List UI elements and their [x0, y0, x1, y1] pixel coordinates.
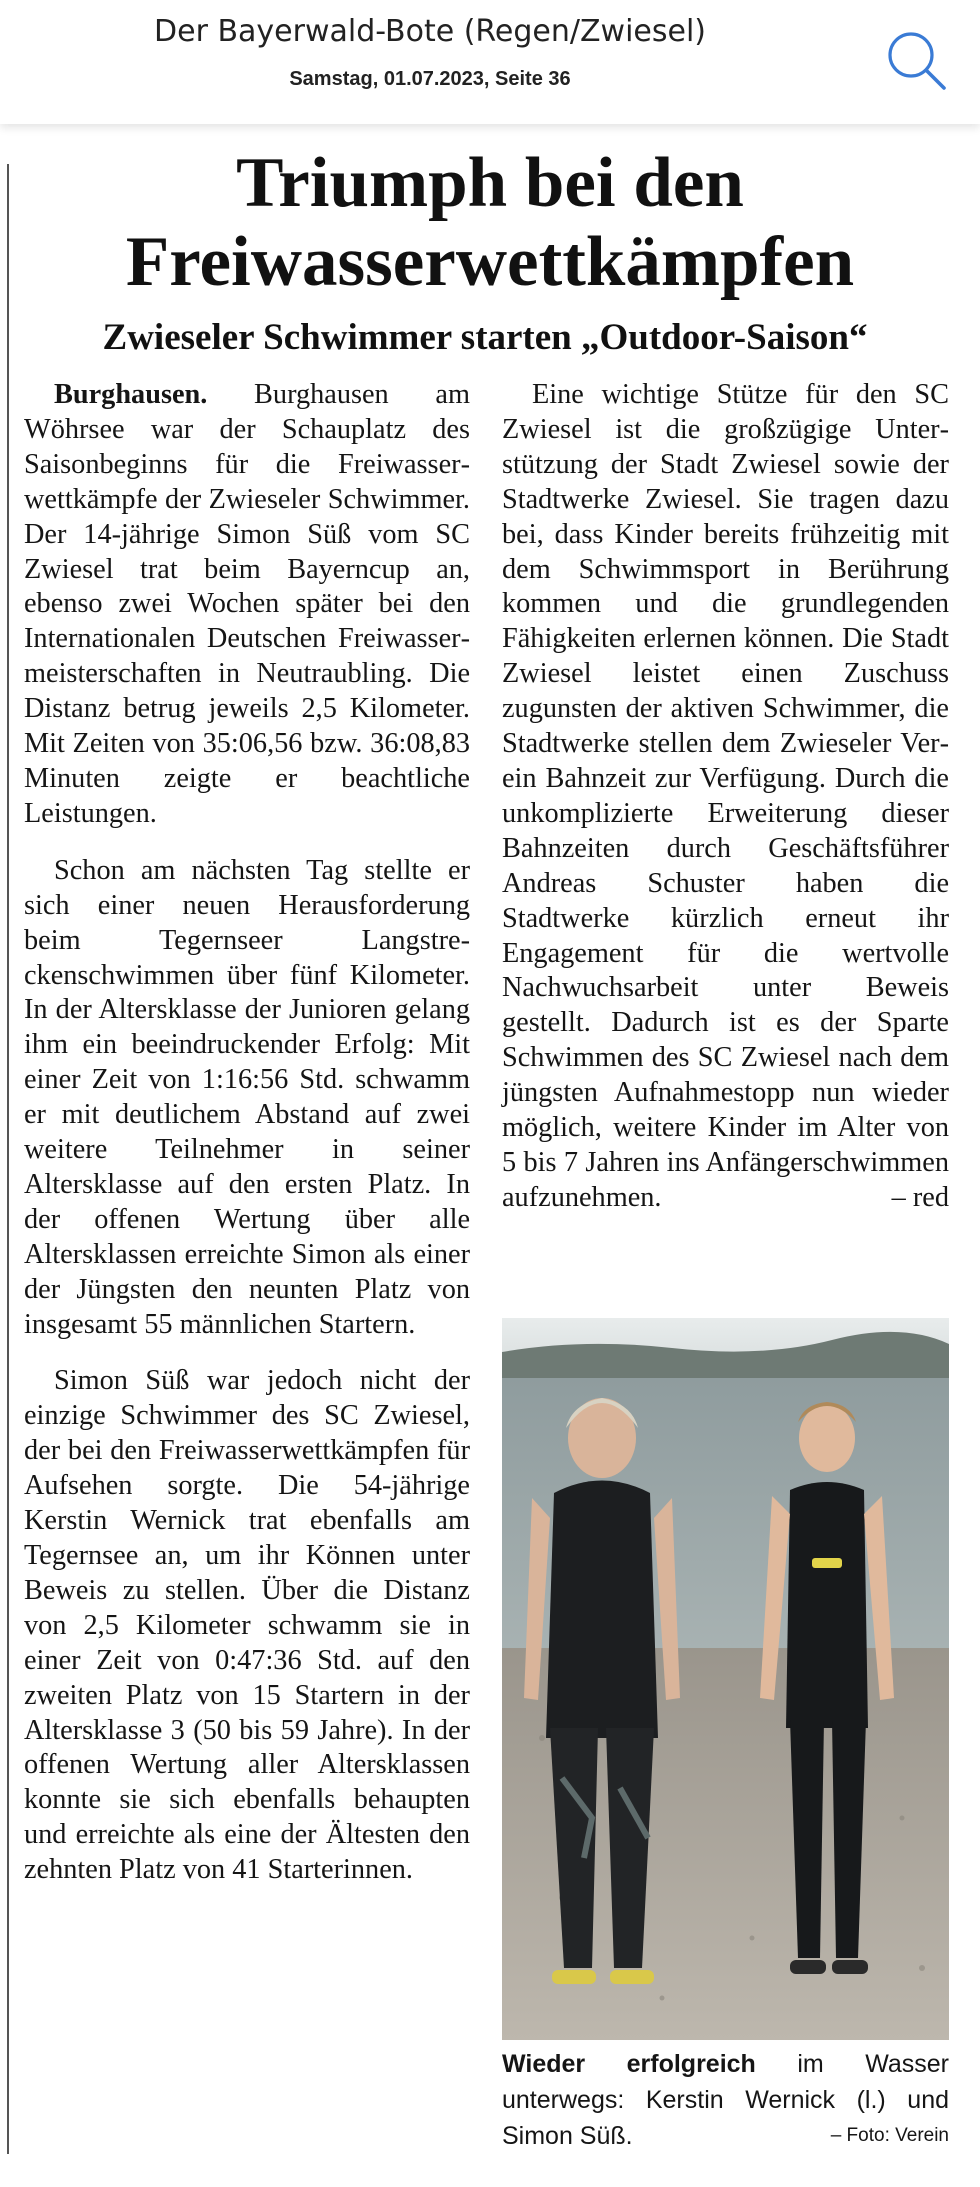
article-headline: Triumph bei den Freiwasserwettkämpfen	[125, 144, 855, 301]
page-edge-rule	[7, 164, 9, 2154]
article-paragraph	[502, 378, 949, 1216]
app-header	[0, 0, 980, 124]
caption-text: im Wasser unterwegs: Kerstin Wernick (l.) und Simon Süß.	[502, 2050, 949, 2150]
article-paragraph	[24, 378, 470, 832]
issue-date-page: Samstag, 01.07.2023, Seite 36	[289, 68, 571, 90]
article-paragraph: Schon am nächsten Tag stellte er sich einer neuen Herausforderung beim Tegernseer Langstreckenschwimmen über fünf Kilometer. In der Altersklasse der Junioren gelang ihm ein beeindruckender Erfolg: Mit einer Zeit von 1:16:56 Std. schwamm er mit deutlichem Abstand auf zwei weitere Teilnehmer in seiner Altersklasse auf den ersten Platz. In der offenen Wertung über alle Altersklassen erreichte Simon als einer der Jüngsten den neunten Platz von insgesamt 55 männlichen Startern.	[24, 854, 470, 1340]
paragraph-text: Burghausen am Wöhrsee war der Schauplatz des Saisonbeginns für die Freiwasserwettkämpfe der Zwieseler Schwimmer. Der 14-jährige Simon Süß vom SC Zwiesel trat beim Bayerncup an, ebenso zwei Wochen später bei den Internationalen Deutschen Freiwassermeisterschaften in Neutraubling. Die Distanz betrug jeweils 2,5 Kilometer. Mit Zeiten von 35:06,56 bzw. 36:08,83 Minuten zeigte er beachtliche Leistungen.	[24, 379, 470, 829]
article-column-right	[502, 378, 949, 1216]
paragraph-text: Eine wichtige Stütze für den SC Zwiesel ist die großzügige Unterstützung der Stadt Zwiesel sowie der Stadtwerke Zwiesel. Sie tragen dazu bei, dass Kinder bereits frühzeitig mit dem Schwimmsport in Berührung kommen und die grundlegenden Fähigkeiten erlernen können. Die Stadt Zwiesel leistet einen Zuschuss zugunsten der aktiven Schwimmer, die Stadtwerke stellen dem Zwieseler Verein Bahnzeit zur Verfügung. Durch die unkomplizierte Erweiterung dieser Bahnzeiten durch Geschäftsführer Andreas Schuster haben die Stadtwerke kürzlich erneut ihr Engagement für die wertvolle Nachwuchsarbeit unter Beweis gestellt. Dadurch ist es der Sparte Schwimmen des SC Zwiesel nach dem jüngsten Aufnahmestopp nun wieder möglich, weitere Kinder im Alter von 5 bis 7 Jahren ins Anfängerschwimmen aufzunehmen.	[502, 379, 949, 1213]
publication-title: Der Bayerwald-Bote (Regen/Zwiesel)	[154, 14, 706, 49]
caption-lead: Wieder erfolgreich	[502, 2050, 756, 2078]
photo-swimmers	[502, 1318, 949, 2040]
newspaper-page	[0, 124, 980, 2187]
article-paragraph: Simon Süß war jedoch nicht der einzige Schwimmer des SC Zwiesel, der bei den Freiwasserwettkämpfen für Aufsehen sorgte. Die 54-jährige Kerstin Wernick trat ebenfalls am Tegernsee an, um ihr Können unter Beweis zu stellen. Über die Distanz von 2,5 Kilometer schwamm sie in einer Zeit von 0:47:36 Std. auf den zweiten Platz von 15 Startern in der Altersklasse 3 (50 bis 59 Jahre). In der offenen Wertung aller Altersklassen konnte sie sich ebenfalls behaupten und erreichte als eine der Ältesten den zehnten Platz von 41 Starterinnen.	[24, 1365, 470, 1886]
article-column-left	[24, 378, 470, 1910]
photo-caption	[502, 2046, 949, 2154]
author-signature: – red	[891, 1181, 949, 1213]
photo-credit: – Foto: Verein	[830, 2125, 949, 2146]
article-subheadline: Zwieseler Schwimmer starten „Outdoor-Saison“	[102, 317, 868, 358]
article-photo	[502, 1318, 949, 2040]
search-button[interactable]	[878, 22, 954, 98]
search-icon	[878, 22, 954, 98]
dateline: Burghausen.	[54, 379, 208, 410]
